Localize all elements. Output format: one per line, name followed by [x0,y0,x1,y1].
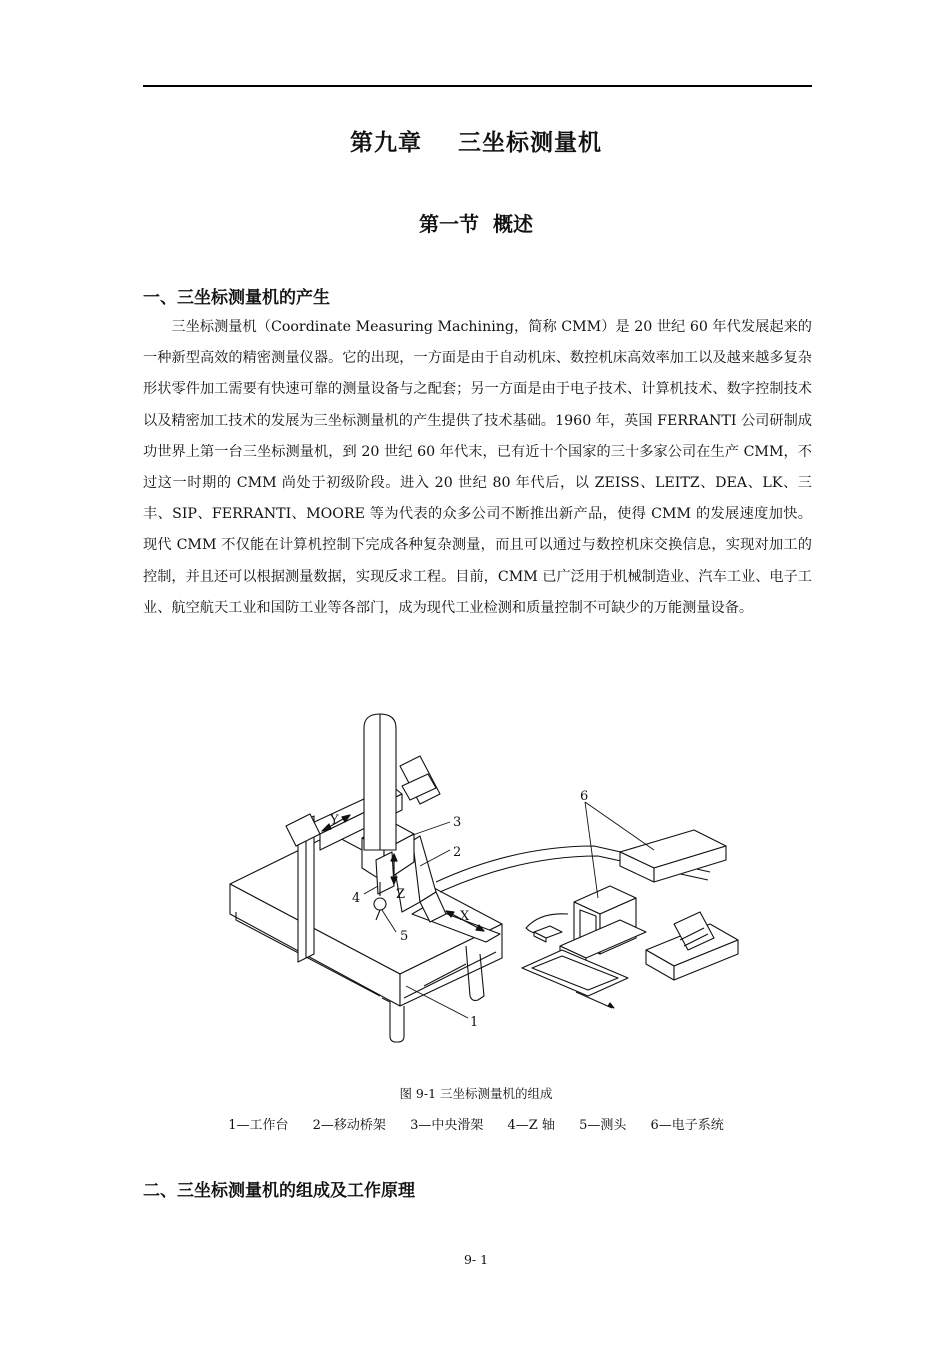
cmm-figure [214,706,754,1056]
label-5: 5 [400,929,409,944]
chapter-title: 第九章 三坐标测量机 [349,130,603,156]
figure-legend [0,1114,952,1133]
legend-item: 2—移动桥架 [312,1118,386,1133]
section-title: 第一节 概述 [419,212,533,236]
label-x-axis: X [460,909,470,924]
legend-item: 5—测头 [579,1118,627,1133]
heading-origin: 一、三坐标测量机的产生 [143,288,330,308]
header-rule [143,85,812,87]
y-carriage [400,756,440,804]
label-y-axis: Y [330,813,339,828]
body-paragraph: 三坐标测量机（Coordinate Measuring Machining，简称 CMM）是 20 世纪 60 年代发展起来的一种新型高效的精密测量仪器。它的出现，一方面是由于自动机床、数控机床高效率加工以及越来越多复杂形状零件加工需要有快速可靠的测量设备与之配套；另一方面是由于电子技术、计算机技术、数字控制技术以及精密加工技术的发展为三坐标测量机的产生提供了技术基础。1960 年，英国 FERRANTI 公司研制成功世界上第一台三坐标测量机，到 20 世纪 60 年代末，已有近十个国家的三十多家公司在生产 CMM，不过这一时期的 CMM 尚处于初级阶段。进入 20 世纪 80 年代后，以 ZEISS、LEITZ、DEA、LK、三丰、SIP、FERRANTI、MOORE 等为代表的众多公司不断推出新产品，使得 CMM 的发展速度加快。现代 CMM 不仅能在计算机控制下完成各种复杂测量，而且可以通过与数控机床交换信息，实现对加工的控制，并且还可以根据测量数据，实现反求工程。目前，CMM 已广泛用于机械制造业、汽车工业、电子工业、航空航天工业和国防工业等各部门，成为现代工业检测和质量控制不可缺少的万能测量设备。 [143,319,812,616]
figure-caption: 图 9-1 三坐标测量机的组成 [399,1086,553,1101]
label-1: 1 [470,1015,479,1030]
legend-item: 1—工作台 [228,1118,289,1133]
label-3: 3 [453,815,462,830]
mouse [534,926,562,942]
legend-item: 3—中央滑架 [410,1118,484,1133]
page-number: 9- 1 [463,1252,489,1267]
keyboard [522,950,628,1008]
z-column [364,714,396,850]
label-4: 4 [352,891,361,906]
label-2: 2 [453,845,462,860]
printer [646,912,738,980]
label-6: 6 [580,789,589,804]
legend-item: 6—电子系统 [650,1118,724,1133]
legend-item: 4—Z 轴 [507,1118,555,1133]
heading-composition: 二、三坐标测量机的组成及工作原理 [143,1181,415,1201]
label-z-axis: Z [396,887,406,902]
